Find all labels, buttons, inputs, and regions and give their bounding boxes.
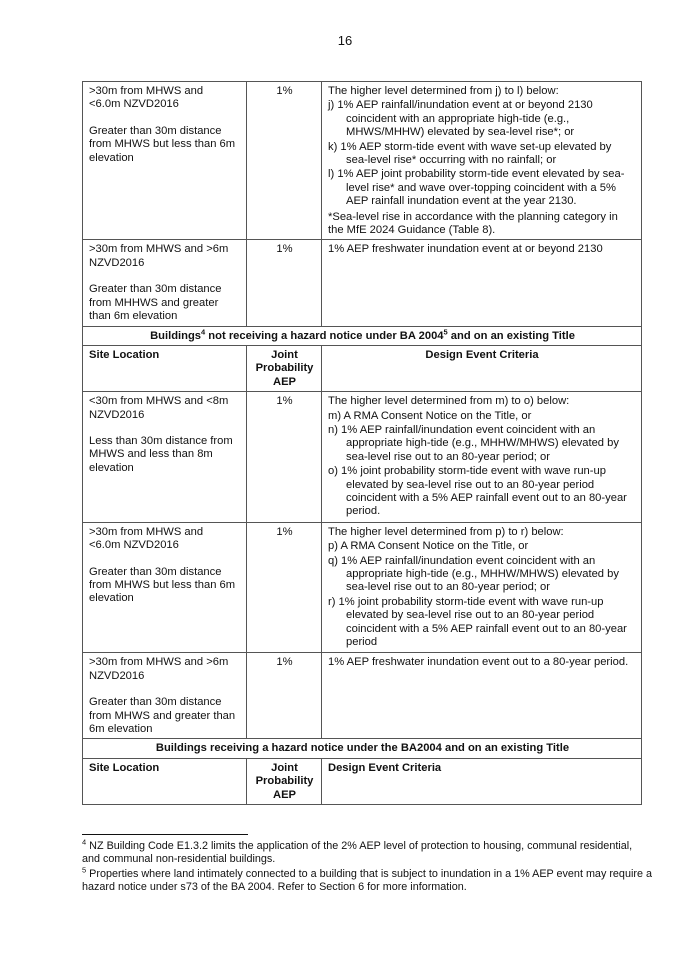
criteria-cell — [322, 82, 642, 240]
section-title-row — [83, 739, 642, 758]
criteria-text: 1% AEP freshwater inundation event out to a 80-year period. — [328, 656, 629, 669]
footnote-divider — [82, 834, 248, 835]
footnote-ref: 4 — [201, 326, 206, 336]
aep-cell: 1% — [247, 653, 322, 739]
table-row — [83, 392, 642, 523]
table-row — [83, 653, 642, 739]
footnote-number: 4 — [82, 837, 87, 847]
column-header-site-location: Site Location — [83, 345, 247, 391]
criteria-item: q) 1% AEP rainfall/inundation event coincident with an appropriate high-tide (e.g., MHHW/MHWS) elevated by sea-level rise out to an 80-year period; or — [328, 554, 619, 594]
location-line: NZVD2016 — [89, 256, 145, 269]
design-event-table — [82, 81, 642, 805]
criteria-cell — [322, 392, 642, 523]
section-title-row — [83, 326, 642, 345]
criteria-item: k) 1% AEP storm-tide event with wave set-up elevated by sea-level rise* occurring with no rainfall; or — [328, 140, 612, 167]
location-description: Greater than 30m distance from MHWS and greater than 6m elevation — [89, 696, 236, 736]
location-description: Greater than 30m distance from MHWS but less than 6m elevation — [89, 565, 236, 605]
criteria-item: p) A RMA Consent Notice on the Title, or — [328, 540, 529, 553]
criteria-note: *Sea-level rise in accordance with the planning category in the MfE 2024 Guidance (Table 8). — [328, 210, 618, 237]
criteria-cell — [322, 653, 642, 739]
aep-cell: 1% — [247, 240, 322, 326]
table-row — [83, 82, 642, 240]
criteria-item: n) 1% AEP rainfall/inundation event coincident with an appropriate high-tide (e.g., MHHW/MHWS) elevated by sea-level rise out to an 80-year period; or — [328, 423, 619, 463]
table-header-row — [83, 758, 642, 804]
page-number: 16 — [337, 33, 353, 48]
table-row — [83, 240, 642, 326]
location-description: Greater than 30m distance from MHWS but less than 6m elevation — [89, 124, 236, 164]
location-line: >30m from MHWS and >6m — [89, 243, 229, 256]
site-location-cell — [83, 392, 247, 523]
footnote: $^5$ Properties where land intimately connected to a building that is subject to inundation in a 1% AEP event may require a hazard notice under s73 of the BA 2004. Refer to Section 6 for more information. — [82, 865, 652, 894]
footnote-ref: 5 — [443, 326, 448, 336]
footnote: $^4$ NZ Building Code E1.3.2 limits the application of the 2% AEP level of protection to housing, communal residential, and communal non-residential buildings. — [82, 837, 633, 866]
aep-cell: 1% — [247, 522, 322, 653]
footnote-number: 5 — [82, 865, 87, 875]
criteria-intro: The higher level determined from p) to r) below: — [328, 525, 564, 538]
site-location-cell — [83, 653, 247, 739]
footnotes — [82, 837, 652, 896]
criteria-item: r) 1% joint probability storm-tide event with wave run-up elevated by sea-level rise out to an 80-year period coincident with a 5% AEP rainfall event out to an 80-year period — [328, 595, 627, 649]
location-line: <6.0m NZVD2016 — [89, 539, 179, 552]
section-title: Buildings receiving a hazard notice under the BA2004 and on an existing Title — [83, 739, 642, 758]
location-description: Greater than 30m distance from MHHWS and greater than 6m elevation — [89, 283, 222, 323]
column-header-criteria: Design Event Criteria — [322, 345, 642, 391]
column-header-aep: Joint Probability AEP — [247, 758, 322, 804]
location-line: >30m from MHWS and — [89, 525, 204, 538]
section-title: Buildings$^4$ not receiving a hazard notice under BA 2004$^5$ and on an existing Title — [83, 326, 642, 345]
location-line: <6.0m NZVD2016 — [89, 98, 179, 111]
criteria-intro: The higher level determined from j) to l) below: — [328, 85, 559, 97]
column-header-site-location: Site Location — [83, 758, 247, 804]
location-line: NZVD2016 — [89, 408, 145, 421]
site-location-cell — [83, 240, 247, 326]
table-header-row — [83, 345, 642, 391]
location-line: <30m from MHWS and <8m — [89, 395, 229, 408]
criteria-item: m) A RMA Consent Notice on the Title, or — [328, 409, 532, 422]
column-header-aep: Joint Probability AEP — [247, 345, 322, 391]
criteria-cell: 1% AEP freshwater inundation event at or beyond 2130 — [322, 240, 642, 326]
location-line: >30m from MHWS and — [89, 85, 204, 97]
aep-cell: 1% — [247, 392, 322, 523]
criteria-item: j) 1% AEP rainfall/inundation event at or beyond 2130 coincident with an appropriate high-tide (e.g., MHWS/MHHW) elevated by sea-level rise*; or — [328, 99, 593, 139]
location-line: NZVD2016 — [89, 669, 145, 682]
site-location-cell — [83, 522, 247, 653]
column-header-criteria: Design Event Criteria — [322, 758, 642, 804]
location-description: Less than 30m distance from MHWS and less than 8m elevation — [89, 434, 233, 474]
aep-cell: 1% — [247, 82, 322, 240]
location-line: >30m from MHWS and >6m — [89, 656, 229, 669]
criteria-item: o) 1% joint probability storm-tide event with wave run-up elevated by sea-level rise out to an 80-year period coincident with a 5% AEP rainfall event out to an 80-year period. — [328, 465, 627, 518]
criteria-intro: The higher level determined from m) to o) below: — [328, 395, 570, 408]
criteria-cell — [322, 522, 642, 653]
site-location-cell — [83, 82, 247, 240]
criteria-item: l) 1% AEP joint probability storm-tide event elevated by sea-level rise* and wave over-topping coincident with a 5% AEP rainfall inundation event at the year 2130. — [328, 168, 625, 208]
table-row — [83, 522, 642, 653]
